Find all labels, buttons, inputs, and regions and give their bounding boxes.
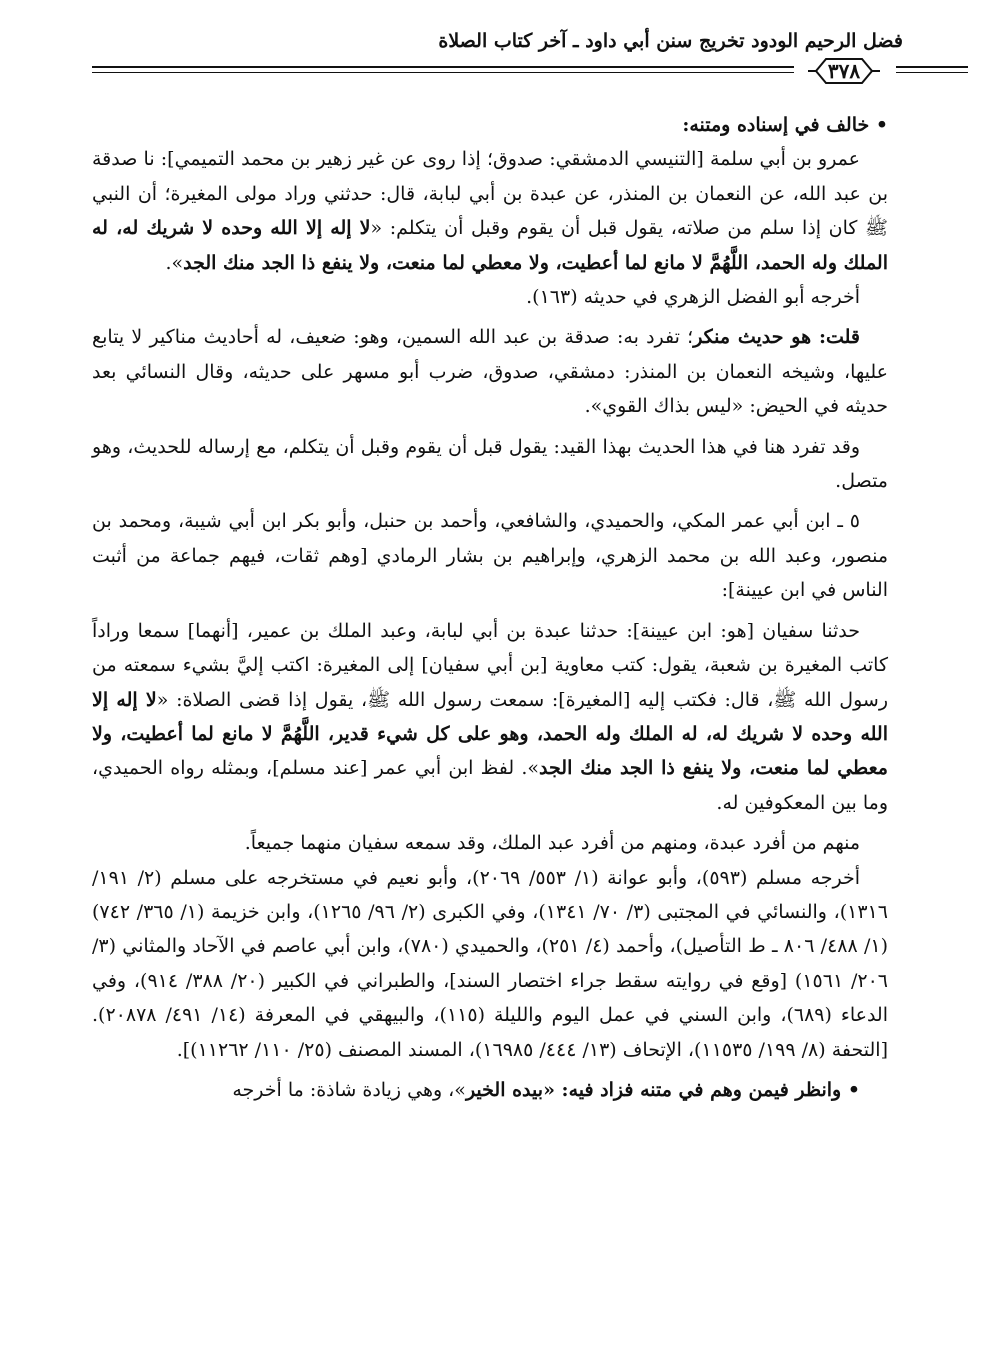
paragraph-ifrad: منهم من أفرد عبدة، ومنهم من أفرد عبد الملك، وقد سمعه سفيان منهما جميعاً. [244, 832, 860, 855]
hadith-text: لا إله إلا الله وحده لا شريك له، له الملك وله الحمد، اللَّهُمَّ لا مانع لما أعطيت، ولا معطي لما منعت، ولا ينفع ذا الجد منك الجد [92, 217, 888, 274]
paragraph-ruling: قلت: هو حديث منكر؛ تفرد به: صدقة بن عبد الله السمين، وهو: ضعيف، له أحاديث مناكير لا يتابع عليها، وشيخه النعمان بن المنذر: دمشقي، صدوق، ضرب أبو مسهر على حديثه، وقال النسائي بعد حديثه في الحيض: «ليس بذاك القوي». [92, 326, 888, 418]
page-number-frame [808, 56, 880, 86]
paragraph-tafarrud: وقد تفرد هنا في هذا الحديث بهذا القيد: يقول قبل أن يقوم وقبل أن يتكلم، مع إرساله للحديث، وهو متصل. [92, 435, 888, 493]
paragraph-takhrij-zuhri: أخرجه أبو الفضل الزهري في حديثه (١٦٣). [526, 286, 860, 309]
ruling-text: هو حديث منكر [693, 326, 812, 349]
hadith-text-2: لا إله إلا الله وحده لا شريك له، له الملك وله الحمد، وهو على كل شيء قدير، اللَّهُمَّ لا مانع لما أعطيت، ولا معطي لما منعت، ولا ينفع ذا الجد منك الجد [92, 688, 888, 780]
shadh-addition: بيده الخير [465, 1078, 544, 1101]
header-rule-top-left [92, 66, 794, 68]
paragraph-sufyan-hadith: حدثنا سفيان [هو: ابن عيينة]: حدثنا عبدة بن أبي لبابة، وعبد الملك بن عمير، [أنهما] سمعا وراداً كاتب المغيرة بن شعبة، يقول: كتب معاوية [بن أبي سفيان] إلى المغيرة: اكتب إليَّ بشيء سمعته من رسول الله ﷺ، قال: فكتب إليه [المغيرة]: سمعت رسول الله ﷺ، يقول إذا قضى الصلاة: «لا إله إلا الله وحده لا شريك له، له الملك وله الحمد، وهو على كل شيء قدير، اللَّهُمَّ لا مانع لما أعطيت، ولا معطي لما منعت، ولا ينفع ذا الجد منك الجد». لفظ ابن أبي عمر [عند مسلم]، وبمثله رواه الحميدي، وما بين المعكوفين له. [92, 619, 889, 814]
header-rule-top-right [896, 66, 968, 68]
running-header-title: فضل الرحيم الودود تخريج سنن أبي داود ـ آخر كتاب الصلاة [438, 30, 903, 52]
paragraph-isnad-amr: عمرو بن أبي سلمة [التنيسي الدمشقي: صدوق؛ إذا روى عن غير زهير بن محمد التميمي]: نا صدقة بن عبد الله، عن النعمان بن المنذر، عن عبدة بن أبي لبابة، قال: حدثني وراد مولى المغيرة؛ أن النبي ﷺ كان إذا سلم من صلاته، يقول قبل أن يقوم وقبل أن يتكلم: «لا إله إلا الله وحده لا شريك له، له الملك وله الحمد، اللَّهُمَّ لا مانع لما أعطيت، ولا معطي لما منعت، ولا ينفع ذا الجد منك الجد». [92, 148, 888, 274]
paragraph-takhrij-muslim: أخرجه مسلم (٥٩٣)، وأبو عوانة (١/ ٥٥٣/ ٢٠٦٩)، وأبو نعيم في مستخرجه على مسلم (٢/ ١٩١/ ١٣١٦)، والنسائي في المجتبى (٣/ ٧٠/ ١٣٤١)، وفي الكبرى (٢/ ٩٦/ ١٢٦٥)، وابن خزيمة (١/ ٣٦٥/ ٧٤٢) (١/ ٤٨٨/ ٨٠٦ ـ ط التأصيل)، وأحمد (٤/ ٢٥١)، والحميدي (٧٨٠)، وابن أبي عاصم في الآحاد والمثاني (٣/ ٢٠٦/ ١٥٦١) [وقع في روايته سقط جراء اختصار السند]، والطبراني في الكبير (٢٠/ ٣٨٨/ ٩١٤)، وفي الدعاء (٦٨٩)، وابن السني في عمل اليوم والليلة (١١٥)، والبيهقي في المعرفة (١٤/ ٤٩١/ ٢٠٨٧٨). [التحفة (٨/ ١٩٩/ ١١٥٣٥)، الإتحاف (١٣/ ٤٤٤/ ١٦٩٨٥)، المسند المصنف (٢٥/ ١١٠/ ١١٢٦٢)]. [92, 866, 889, 1061]
page-number: ٣٧٨ [827, 59, 861, 83]
header-rule-bottom-left [92, 72, 794, 73]
header-rule-bottom-right [896, 72, 968, 73]
section-heading: • خالف في إسناده ومتنه: [682, 114, 888, 136]
page-body [92, 108, 888, 1107]
paragraph-shadh: • وانظر فيمن وهم في متنه فزاد فيه: «بيده الخير»، وهي زيادة شاذة: ما أخرجه [232, 1078, 860, 1101]
paragraph-narrators-5: ٥ ـ ابن أبي عمر المكي، والحميدي، والشافعي، وأحمد بن حنبل، وأبو بكر ابن أبي شيبة، ومحمد بن منصور، وعبد الله بن محمد الزهري، وإبراهيم بن بشار الرمادي [وهم ثقات، فيهم جماعة من أثبت الناس في ابن عيينة]: [92, 510, 888, 602]
